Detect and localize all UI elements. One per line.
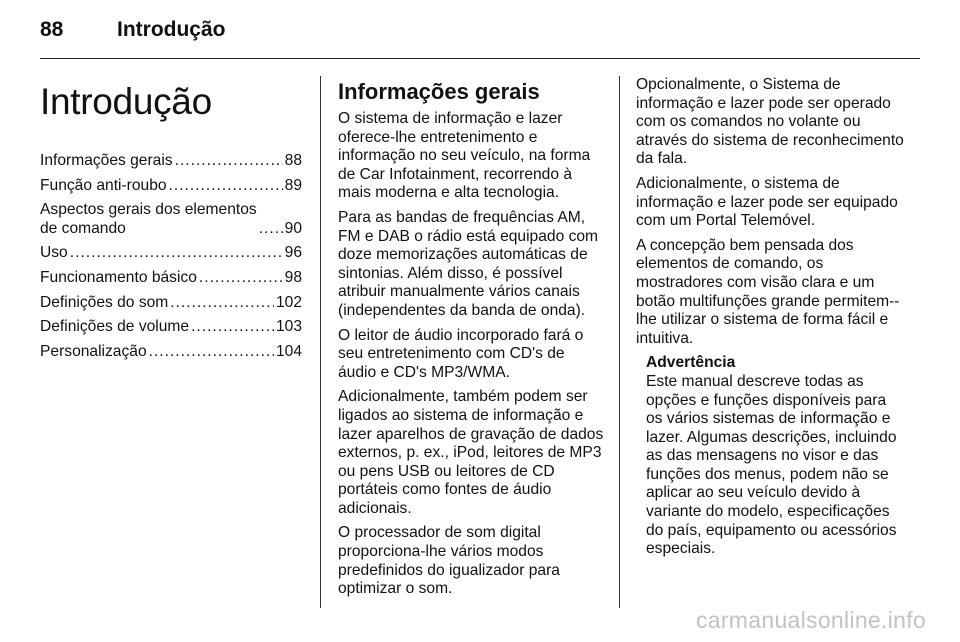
toc-page: 104: [275, 342, 302, 360]
toc-page: 98: [284, 268, 302, 286]
header-rule: [40, 58, 920, 59]
toc-leader-dots: [259, 220, 283, 239]
toc-label: Personalização: [40, 342, 147, 360]
toc-item[interactable]: [40, 343, 302, 362]
section-heading: Informações gerais: [338, 79, 540, 104]
toc-item[interactable]: [40, 269, 302, 288]
column-divider-left: [320, 76, 321, 608]
toc-leader-dots: [169, 177, 283, 196]
body-paragraph: Opcionalmente, o Sistema de informação e lazer pode ser operado com os comandos no volante ou através do sistema de reconhecimento da fala.: [636, 76, 904, 168]
toc-page: 90: [284, 219, 302, 237]
body-paragraph: A concepção bem pensada dos elementos de comando, os mostradores com visão clara e um botão multifunções grande permitem--lhe utilizar o sistema de forma fácil e intuitiva.: [636, 236, 900, 347]
toc-label: Função anti-roubo: [40, 176, 167, 194]
toc-item[interactable]: [40, 318, 302, 337]
body-paragraph: Adicionalmente, também podem ser ligados ao sistema de informação e lazer aparelhos de gravação de dados externos, p. ex., iPod, leitores de MP3 ou pens USB ou leitores de CD portáteis como fontes de áudio adicionais.: [338, 388, 604, 517]
body-paragraph: Para as bandas de frequências AM, FM e DAB o rádio está equipado com doze memorizações automáticas de sintonias. Além disso, é possível atribuir manualmente vários canais (independentes da banda de onda).: [338, 208, 599, 319]
toc-page: 89: [284, 176, 302, 194]
column-left: [40, 72, 302, 367]
body-paragraph: O processador de som digital proporciona-lhe vários modos predefinidos do igualizador para optimizar o som.: [338, 524, 560, 598]
toc-label: Funcionamento básico: [40, 268, 197, 286]
toc-item[interactable]: [40, 152, 302, 171]
toc-item[interactable]: [40, 294, 302, 313]
column-middle: [338, 72, 604, 605]
body-paragraph: O sistema de informação e lazer oferece-lhe entretenimento e informação no seu veículo, na forma de Car Infotainment, recorrendo à mais moderna e alta tecnologia.: [338, 110, 591, 202]
chapter-title: Introdução: [40, 81, 212, 122]
toc-leader-dots: [70, 244, 283, 263]
toc-item[interactable]: [40, 244, 302, 263]
toc-item[interactable]: [40, 177, 302, 196]
toc-leader-dots: [170, 294, 274, 313]
column-right: [636, 72, 904, 559]
body-paragraph: Adicionalmente, o sistema de informação e lazer pode ser equipado com um Portal Telemóvel.: [636, 174, 898, 230]
toc-page: 96: [284, 244, 302, 262]
note-title: Advertência: [646, 354, 736, 372]
running-header-title: Introdução: [117, 18, 226, 41]
table-of-contents: [40, 152, 302, 361]
toc-leader-dots: [149, 343, 274, 362]
page-number: 88: [40, 18, 64, 41]
note-box: [646, 354, 904, 559]
toc-label: Definições do som: [40, 293, 169, 311]
toc-label: Informações gerais: [40, 152, 173, 169]
toc-label: Aspectos gerais dos elementos de comando: [40, 201, 257, 237]
watermark: carmanualsonline.info: [695, 607, 926, 633]
column-divider-right: [619, 76, 620, 608]
toc-leader-dots: [175, 152, 283, 171]
toc-leader-dots: [199, 269, 283, 288]
toc-item[interactable]: [40, 201, 302, 238]
toc-label: Uso: [40, 244, 68, 262]
note-text: Este manual descreve todas as opções e funções disponíveis para os vários sistemas de informação e lazer. Algumas descrições, incluindo as das mensagens no visor e das funções dos menus, podem não se aplicar ao seu veículo devido à variante do modelo, especificações do país, equipamento ou acessórios especiais.: [646, 372, 897, 558]
toc-page: 88: [284, 152, 302, 169]
toc-leader-dots: [191, 318, 274, 337]
toc-page: 103: [275, 318, 302, 336]
toc-page: 102: [275, 293, 302, 311]
body-paragraph: O leitor de áudio incorporado fará o seu entretenimento com CD's de áudio e CD's MP3/WMA.: [338, 326, 584, 381]
toc-label: Definições de volume: [40, 318, 190, 336]
